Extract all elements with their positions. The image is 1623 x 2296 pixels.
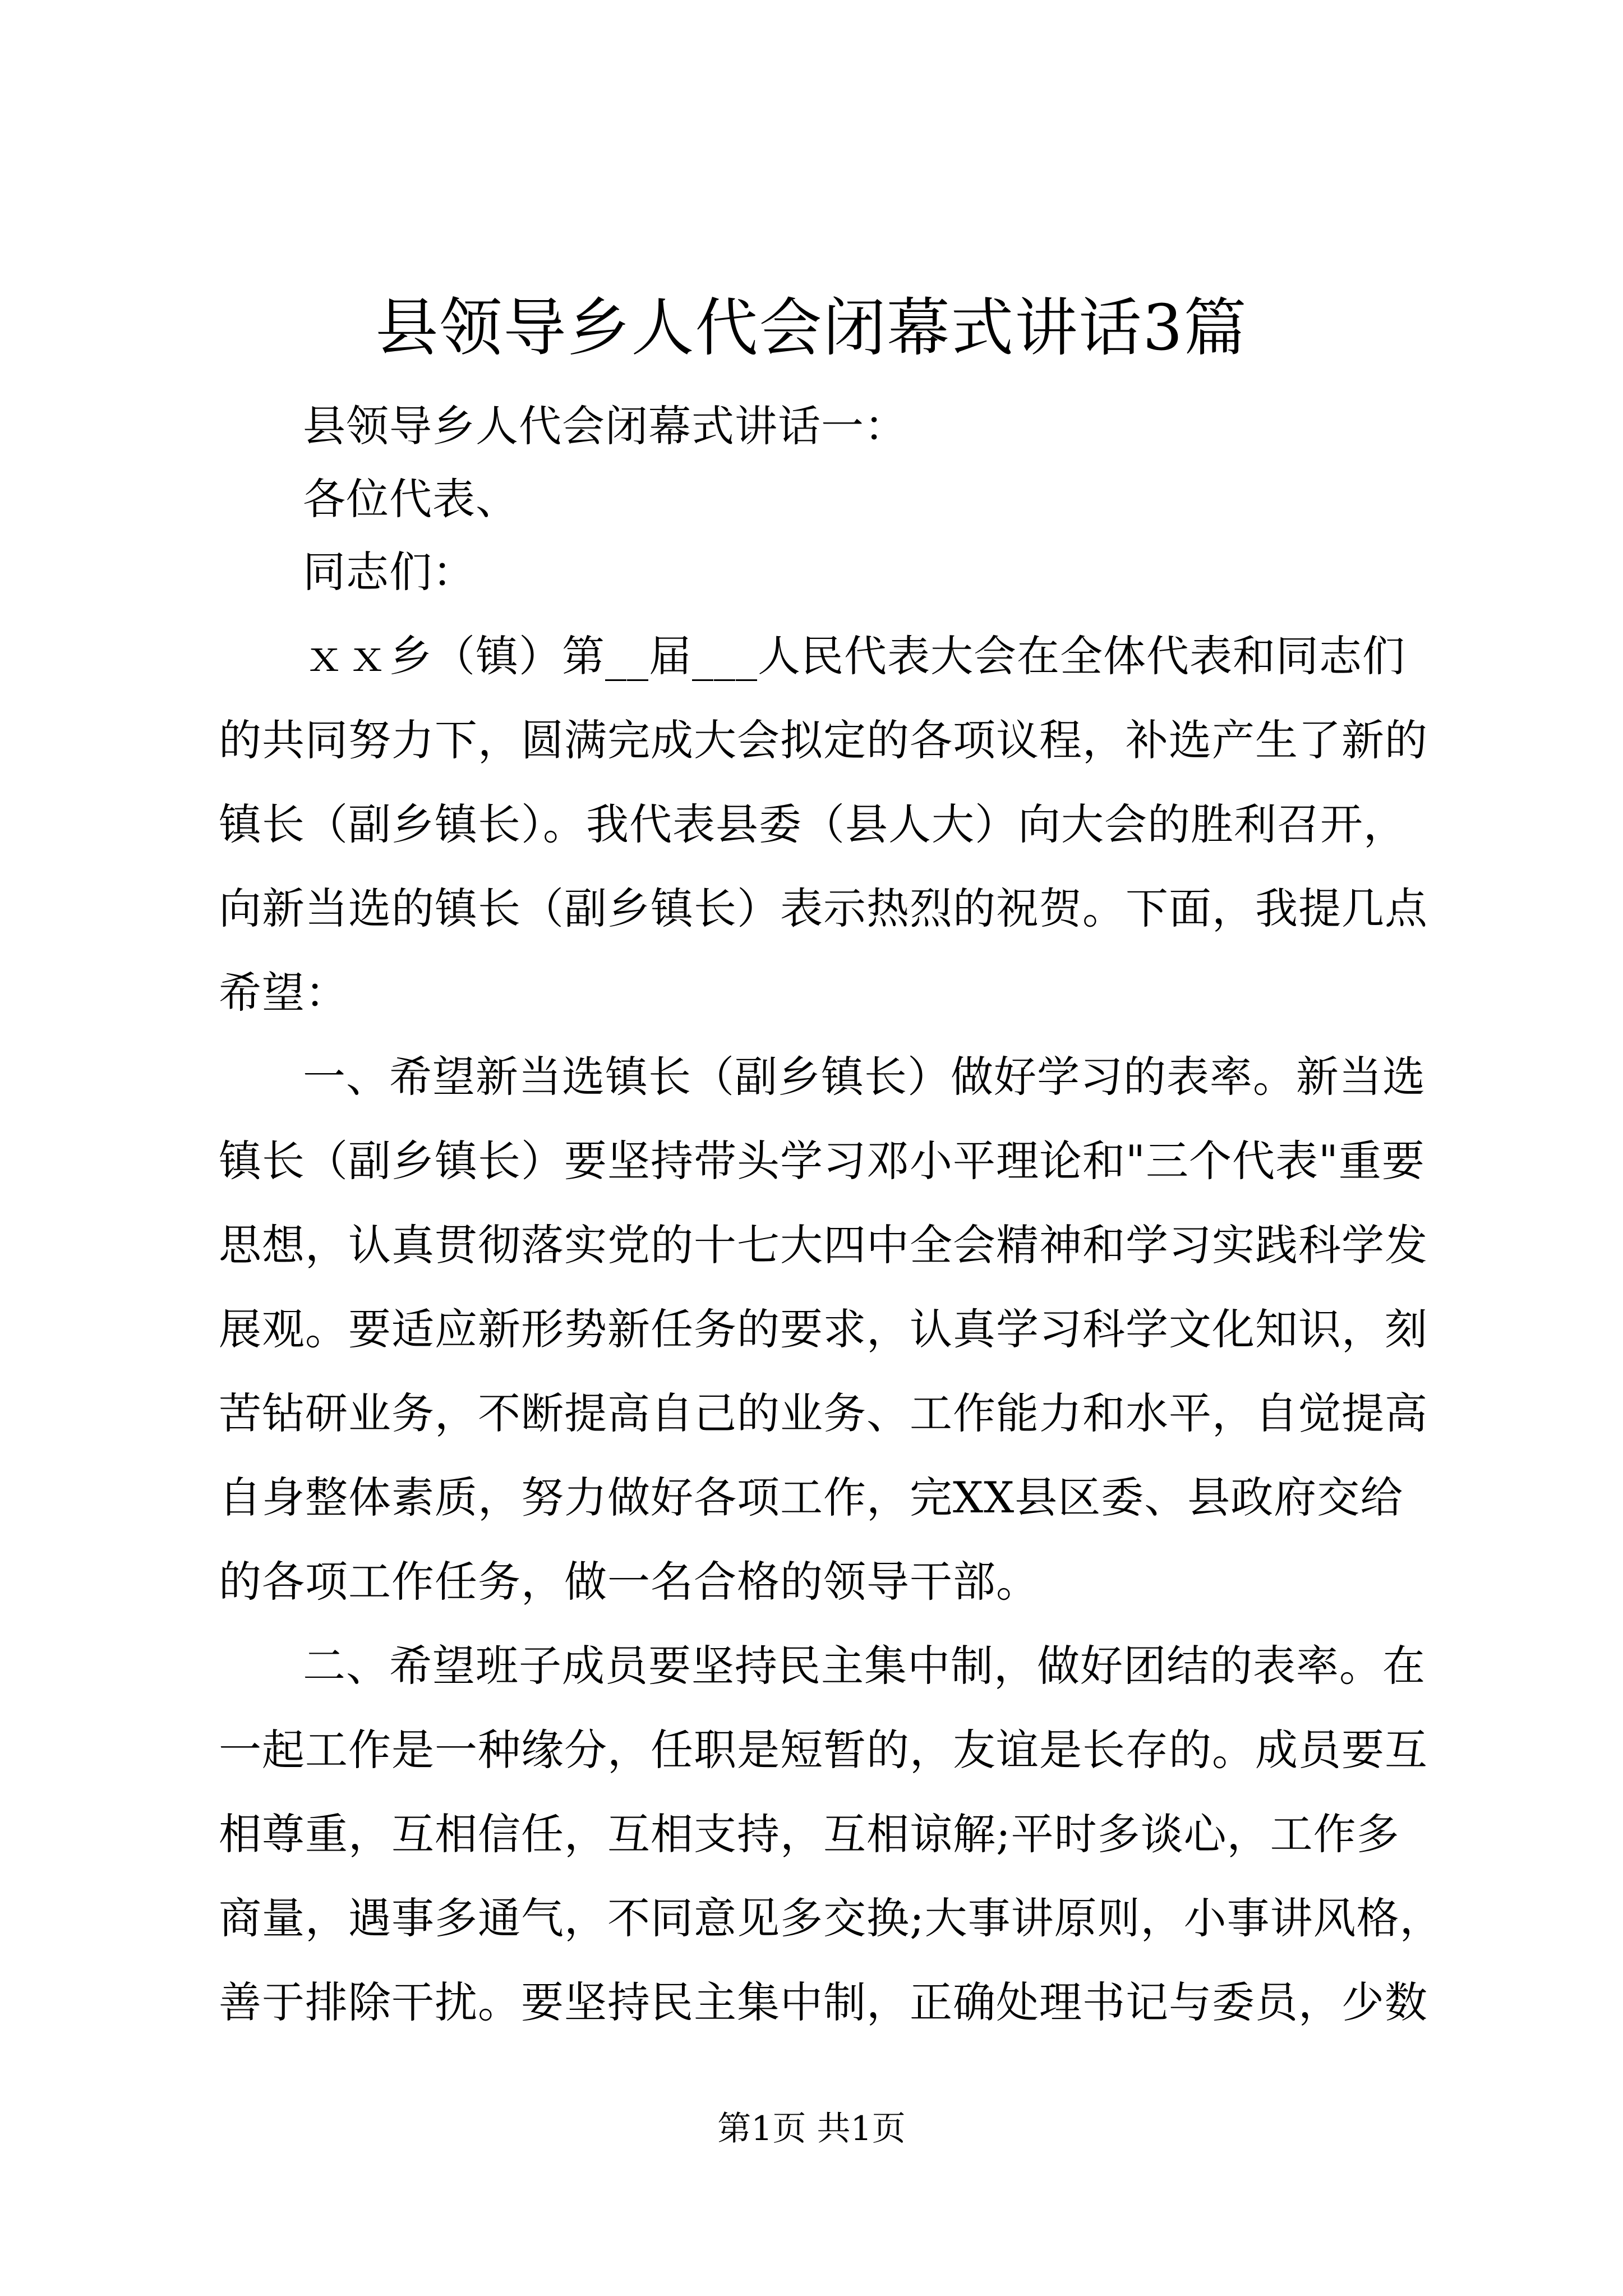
text-line: 相尊重，互相信任，互相支持，互相谅解;平时多谈心，工作多 <box>219 1809 1400 1859</box>
text-line-salutation-heading: 县领导乡人代会闭幕式讲话一： <box>303 401 907 451</box>
text-line-greeting-2: 同志们： <box>303 547 476 597</box>
document-title: 县领导乡人代会闭幕式讲话3篇 <box>375 292 1248 365</box>
text-line: 商量，遇事多通气，不同意见多交换;大事讲原则，小事讲风格， <box>219 1893 1443 1943</box>
text-line: 一起工作是一种缘分，任职是短暂的，友谊是长存的。成员要互 <box>219 1725 1428 1775</box>
text-line: 思想，认真贯彻落实党的十七大四中全会精神和学习实践科学发 <box>219 1220 1428 1270</box>
text-line: 镇长（副乡镇长）。我代表县委（县人大）向大会的胜利召开， <box>219 799 1407 849</box>
text-line: 的共同努力下，圆满完成大会拟定的各项议程，补选产生了新的 <box>219 715 1428 765</box>
text-line: 自身整体素质，努力做好各项工作，完XX县区委、县政府交给 <box>219 1473 1404 1522</box>
text-line: 善于排除干扰。要坚持民主集中制，正确处理书记与委员，少数 <box>219 1977 1428 2027</box>
text-line: ｘｘ乡（镇）第__届___人民代表大会在全体代表和同志们 <box>303 631 1405 681</box>
text-line: 一、希望新当选镇长（副乡镇长）做好学习的表率。新当选 <box>303 1052 1426 1102</box>
text-line: 的各项工作任务，做一名合格的领导干部。 <box>219 1557 1039 1607</box>
text-line: 二、希望班子成员要坚持民主集中制，做好团结的表率。在 <box>303 1641 1426 1691</box>
text-line: 希望： <box>219 968 348 1018</box>
text-line: 镇长（副乡镇长）要坚持带头学习邓小平理论和"三个代表"重要 <box>219 1136 1425 1186</box>
text-line: 展观。要适应新形势新任务的要求，认真学习科学文化知识，刻 <box>219 1304 1428 1354</box>
text-line: 向新当选的镇长（副乡镇长）表示热烈的祝贺。下面，我提几点 <box>219 884 1428 933</box>
text-line-greeting-1: 各位代表、 <box>303 474 519 524</box>
page-footer: 第1页 共1页 <box>717 2109 906 2148</box>
text-line: 苦钻研业务，不断提高自己的业务、工作能力和水平，自觉提高 <box>219 1388 1428 1438</box>
